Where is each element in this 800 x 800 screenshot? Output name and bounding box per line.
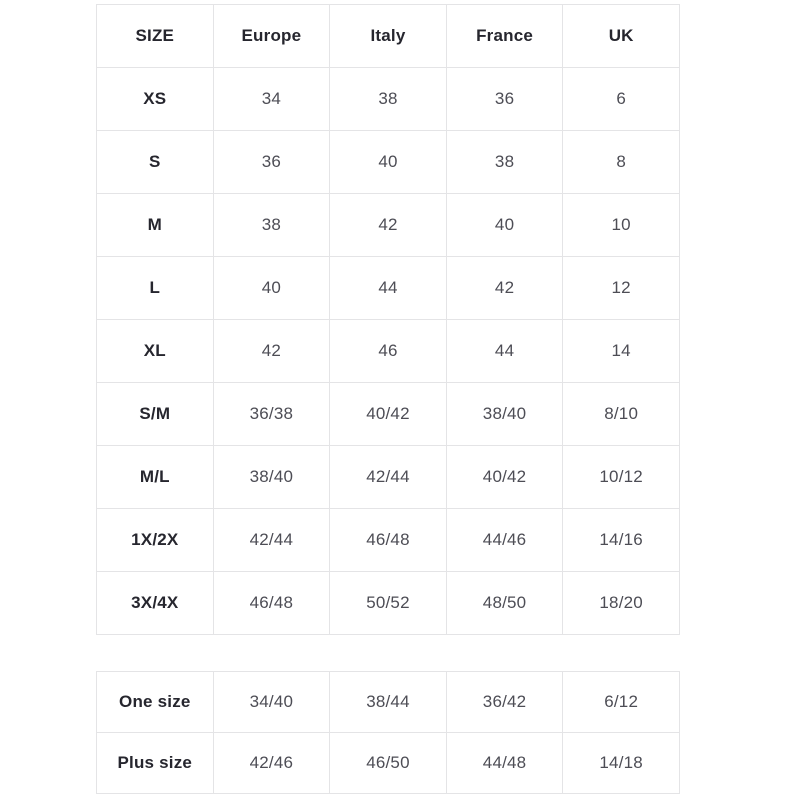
table-cell: 18/20 xyxy=(563,572,680,635)
table-cell: 38/40 xyxy=(213,446,330,509)
table-cell: 44/46 xyxy=(446,509,563,572)
header-uk: UK xyxy=(563,5,680,68)
size-label: M/L xyxy=(97,446,214,509)
table-cell: 36/42 xyxy=(446,672,563,733)
table-cell: 12 xyxy=(563,257,680,320)
table-cell: 8/10 xyxy=(563,383,680,446)
header-france: France xyxy=(446,5,563,68)
table-cell: 14 xyxy=(563,320,680,383)
table-cell: 40/42 xyxy=(330,383,447,446)
table-cell: 14/16 xyxy=(563,509,680,572)
table-cell: 36/38 xyxy=(213,383,330,446)
table-row-s xyxy=(97,131,680,194)
table-cell: 38/40 xyxy=(446,383,563,446)
table-cell: 42 xyxy=(330,194,447,257)
table-cell: 38 xyxy=(213,194,330,257)
header-europe: Europe xyxy=(213,5,330,68)
table-cell: 38 xyxy=(330,68,447,131)
table-cell: 42/44 xyxy=(330,446,447,509)
table-row-1x-2x xyxy=(97,509,680,572)
table-cell: 40 xyxy=(213,257,330,320)
table-cell: 34/40 xyxy=(213,672,330,733)
size-label: One size xyxy=(97,672,214,733)
size-label: XL xyxy=(97,320,214,383)
size-label: M xyxy=(97,194,214,257)
table-cell: 46 xyxy=(330,320,447,383)
table-cell: 38/44 xyxy=(330,672,447,733)
special-size-table xyxy=(96,671,680,794)
table-cell: 6 xyxy=(563,68,680,131)
table-row-l xyxy=(97,257,680,320)
table-cell: 46/48 xyxy=(330,509,447,572)
table-cell: 8 xyxy=(563,131,680,194)
size-tables-container xyxy=(96,4,680,794)
table-cell: 50/52 xyxy=(330,572,447,635)
table-cell: 46/50 xyxy=(330,733,447,794)
table-cell: 44/48 xyxy=(446,733,563,794)
table-cell: 6/12 xyxy=(563,672,680,733)
table-cell: 48/50 xyxy=(446,572,563,635)
table-cell: 42/44 xyxy=(213,509,330,572)
size-label: 3X/4X xyxy=(97,572,214,635)
table-cell: 42/46 xyxy=(213,733,330,794)
size-conversion-table xyxy=(96,4,680,635)
table-cell: 42 xyxy=(446,257,563,320)
table-cell: 36 xyxy=(446,68,563,131)
table-cell: 40/42 xyxy=(446,446,563,509)
size-label: XS xyxy=(97,68,214,131)
table-cell: 38 xyxy=(446,131,563,194)
size-label: L xyxy=(97,257,214,320)
table-row-one-size xyxy=(97,672,680,733)
table-cell: 44 xyxy=(446,320,563,383)
header-italy: Italy xyxy=(330,5,447,68)
table-cell: 34 xyxy=(213,68,330,131)
table-cell: 10 xyxy=(563,194,680,257)
size-label: S xyxy=(97,131,214,194)
table-cell: 40 xyxy=(446,194,563,257)
table-row-3x-4x xyxy=(97,572,680,635)
table-row-m xyxy=(97,194,680,257)
table-row-xs xyxy=(97,68,680,131)
table-cell: 40 xyxy=(330,131,447,194)
table-cell: 44 xyxy=(330,257,447,320)
table-cell: 10/12 xyxy=(563,446,680,509)
tables-gap xyxy=(96,635,680,671)
table-cell: 36 xyxy=(213,131,330,194)
size-label: S/M xyxy=(97,383,214,446)
table-cell: 14/18 xyxy=(563,733,680,794)
table-row-plus-size xyxy=(97,733,680,794)
table-row-s-m xyxy=(97,383,680,446)
header-row xyxy=(97,5,680,68)
size-label: 1X/2X xyxy=(97,509,214,572)
size-label: Plus size xyxy=(97,733,214,794)
table-row-xl xyxy=(97,320,680,383)
table-cell: 42 xyxy=(213,320,330,383)
header-size: SIZE xyxy=(97,5,214,68)
table-cell: 46/48 xyxy=(213,572,330,635)
table-row-m-l xyxy=(97,446,680,509)
